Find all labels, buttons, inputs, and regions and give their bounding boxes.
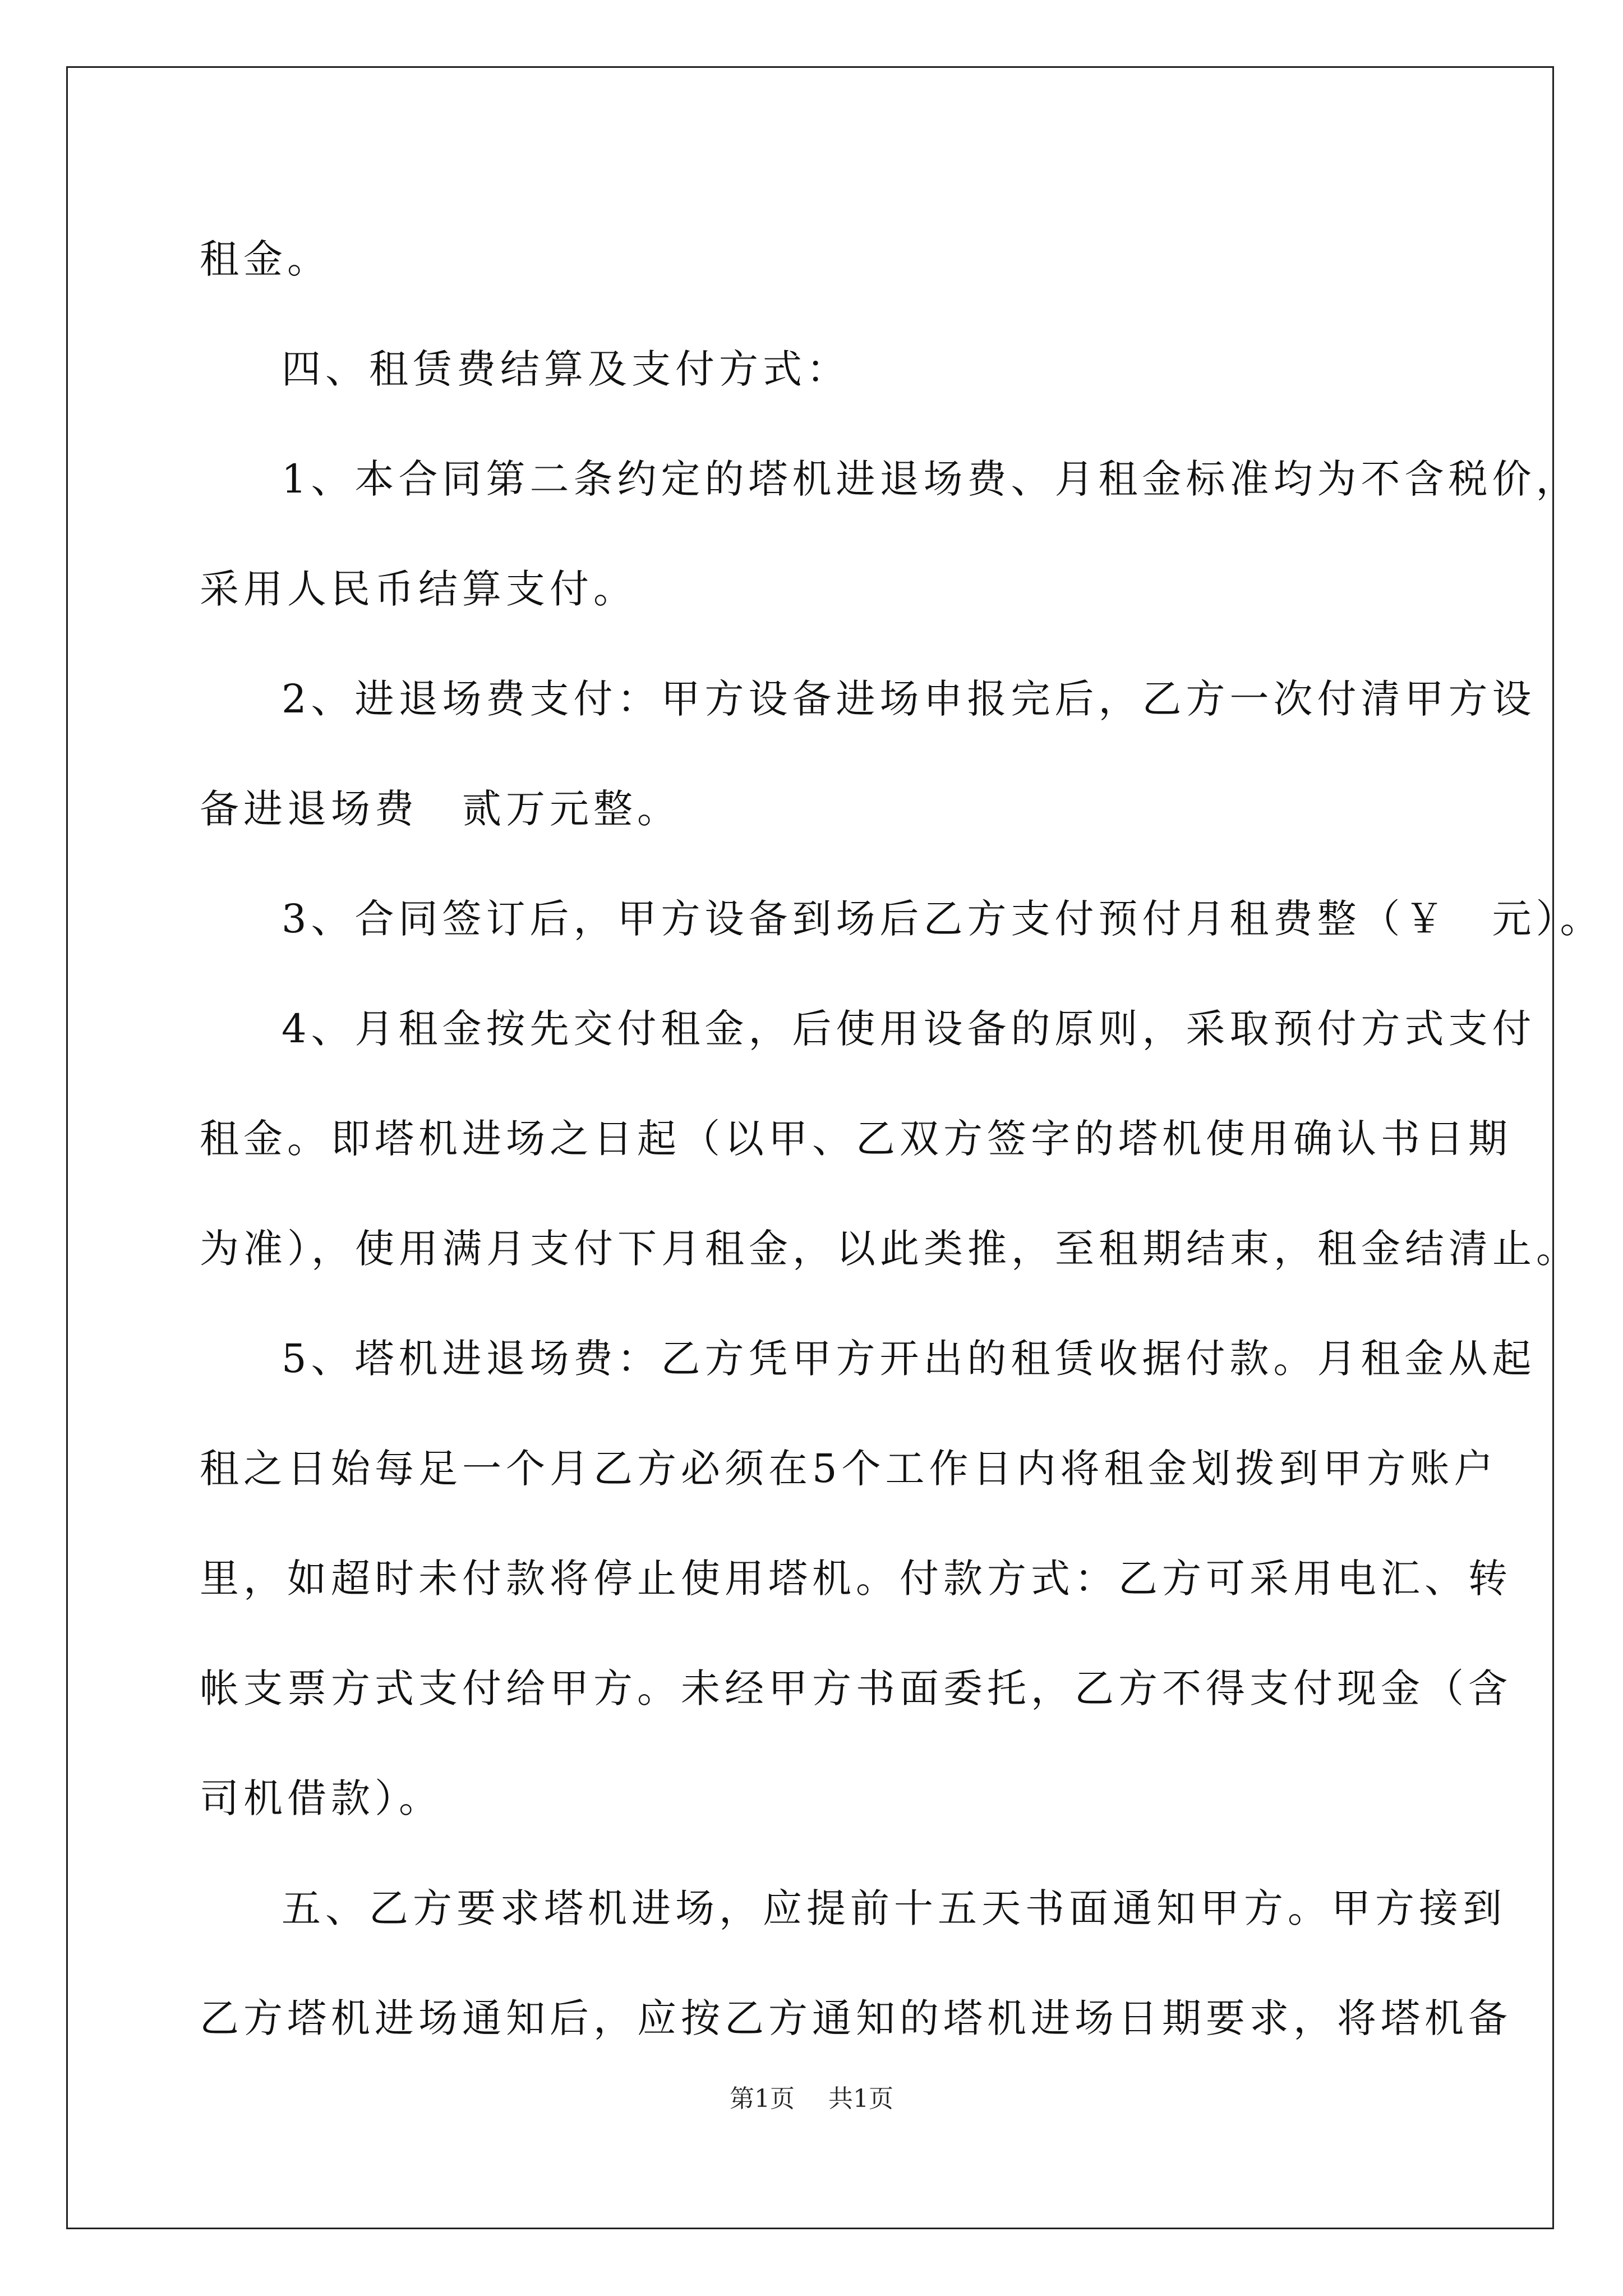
contract-body (200, 204, 1604, 2073)
text-line-5: 2、进退场费支付：甲方设备进场申报完后，乙方一次付清甲方设 (282, 676, 1536, 722)
text-line-10: 为准），使用满月支付下月租金，以此类推，至租期结束，租金结清止。 (200, 1226, 1580, 1272)
text-line-17: 乙方塔机进场通知后，应按乙方通知的塔机进场日期要求，将塔机备 (200, 1995, 1512, 2041)
text-line-3: 1、本合同第二条约定的塔机进退场费、月租金标准均为不含税价， (282, 456, 1580, 502)
text-line-16: 五、乙方要求塔机进场，应提前十五天书面通知甲方。甲方接到 (282, 1885, 1506, 1931)
page-number: 第1页 (730, 2085, 795, 2113)
text-line-13: 里，如超时未付款将停止使用塔机。付款方式：乙方可采用电汇、转 (200, 1556, 1512, 1602)
text-line-7: 3、合同签订后，甲方设备到场后乙方支付预付月租费整（￥ 元）。 (282, 896, 1604, 942)
text-line-9: 租金。即塔机进场之日起（以甲、乙双方签字的塔机使用确认书日期 (200, 1116, 1512, 1162)
text-line-12: 租之日始每足一个月乙方必须在5个工作日内将租金划拨到甲方账户 (200, 1446, 1498, 1492)
text-line-1: 租金。 (200, 236, 331, 282)
page-footer (0, 2082, 1623, 2116)
text-line-14: 帐支票方式支付给甲方。未经甲方书面委托，乙方不得支付现金（含 (200, 1665, 1512, 1711)
text-line-15: 司机借款）。 (200, 1775, 442, 1821)
text-line-2: 四、租赁费结算及支付方式： (282, 346, 850, 392)
text-line-11: 5、塔机进退场费：乙方凭甲方开出的租赁收据付款。月租金从起 (282, 1336, 1536, 1382)
text-line-6: 备进退场费 贰万元整。 (200, 786, 681, 832)
page-total: 共1页 (828, 2085, 893, 2113)
text-line-4: 采用人民币结算支付。 (200, 566, 637, 612)
text-line-8: 4、月租金按先交付租金，后使用设备的原则，采取预付方式支付 (282, 1006, 1536, 1052)
